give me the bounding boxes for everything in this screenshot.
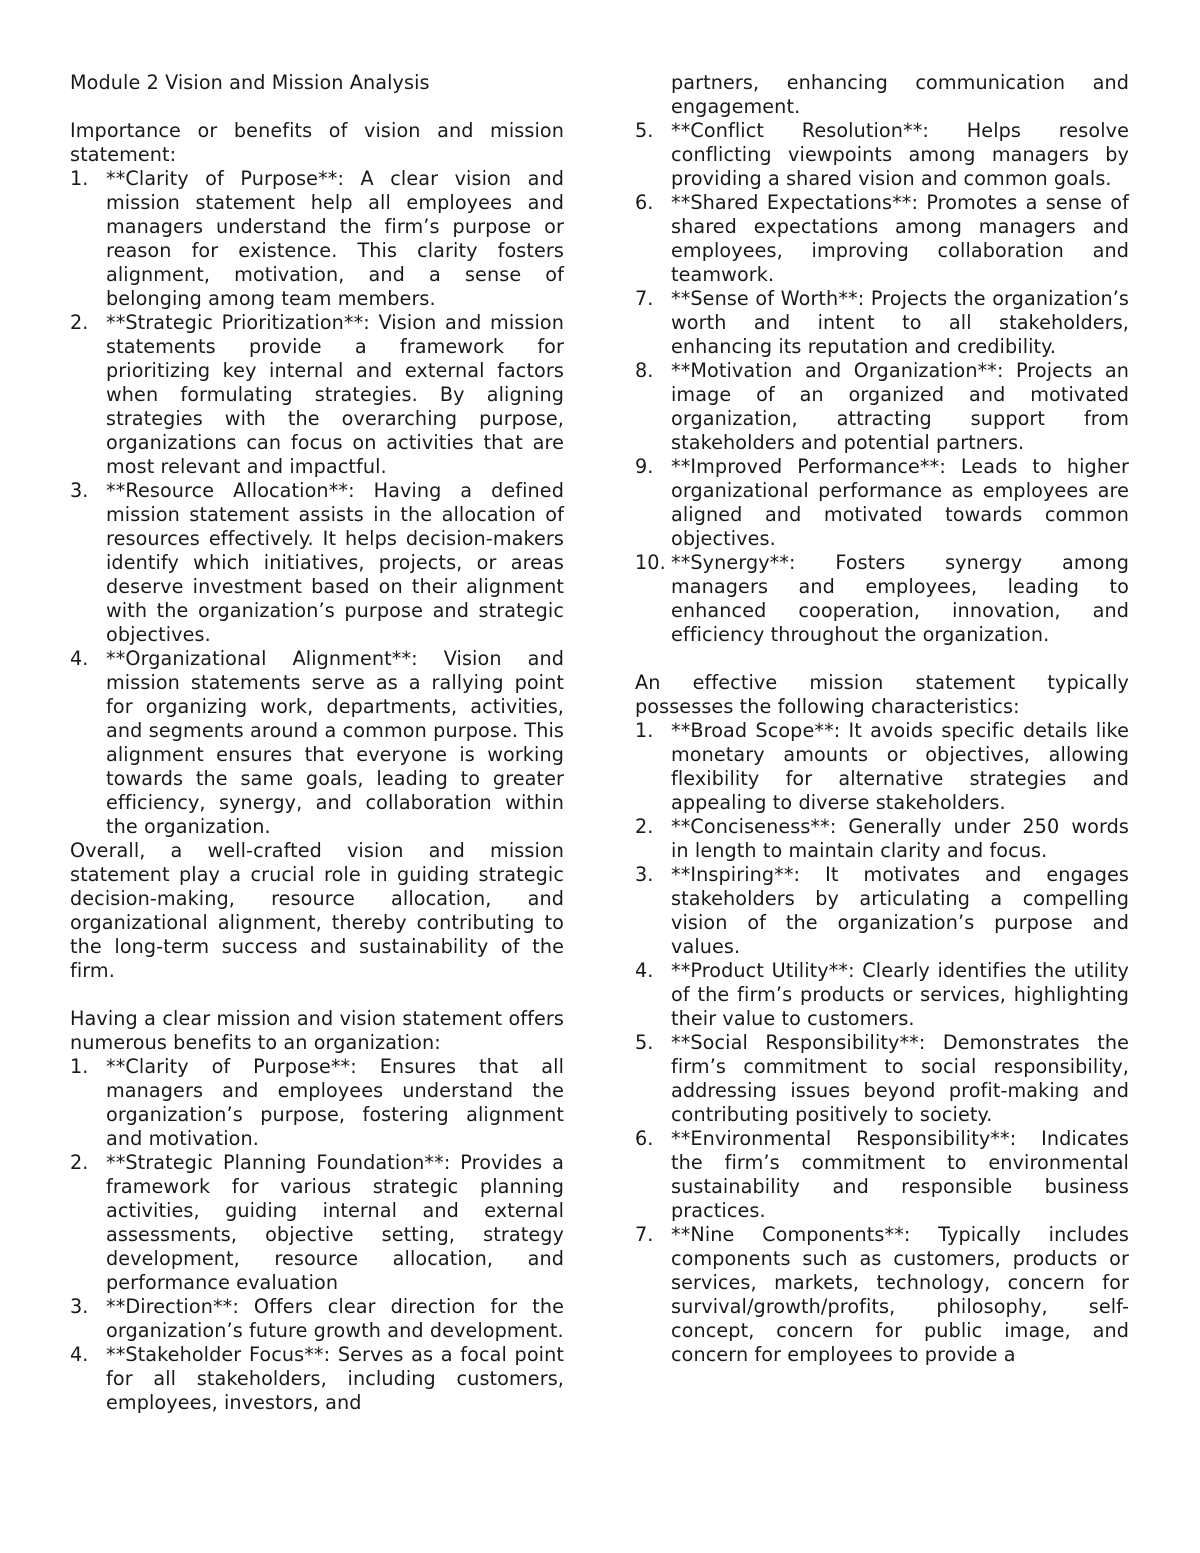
list-text: **Clarity of Purpose**: A clear vision and mission statement help all employees and managers understand the firm’s purpose or reason for existence. This clarity fosters alignment, motivation, and a sense of belonging among team members.: [106, 167, 564, 310]
list-text-continuation: partners, enhancing communication and engagement.: [671, 71, 1129, 118]
list-number: 1.: [635, 719, 654, 742]
list-text: **Resource Allocation**: Having a defined mission statement assists in the allocation of resources effectively. It helps decision-makers identify which initiatives, projects, or areas deserve investment based on their alignment with the organization’s purpose and strategic objectives.: [106, 479, 564, 646]
section1-conclusion: Overall, a well-crafted vision and mission statement play a crucial role in guiding strategic decision-making, resource allocation, and organizational alignment, thereby contributing to the long-term success and sustainability of the firm.: [70, 839, 564, 982]
right-column: [635, 71, 1129, 1367]
list-item: [635, 119, 1129, 191]
list-text: **Conciseness**: Generally under 250 words in length to maintain clarity and focus.: [671, 815, 1129, 862]
list-item: [635, 815, 1129, 863]
document-title: Module 2 Vision and Mission Analysis: [70, 71, 430, 94]
list-text: **Strategic Prioritization**: Vision and mission statements provide a framework for prioritizing key internal and external factors when formulating strategies. By aligning strategies with the overarching purpose, organizations can focus on activities that are most relevant and impactful.: [106, 311, 564, 478]
list-number: 7.: [635, 1223, 654, 1246]
list-text: **Sense of Worth**: Projects the organization’s worth and intent to all stakeholders, enhancing its reputation and credibility.: [671, 287, 1129, 358]
section3-intro: An effective mission statement typically possesses the following characteristics:: [635, 671, 1129, 718]
list-text: **Stakeholder Focus**: Serves as a focal point for all stakeholders, including customers, employees, investors, and: [106, 1343, 564, 1414]
list-item: [70, 1151, 564, 1295]
list-number: 8.: [635, 359, 654, 382]
list-text: **Product Utility**: Clearly identifies the utility of the firm’s products or services, highlighting their value to customers.: [671, 959, 1129, 1030]
list-number: 6.: [635, 191, 654, 214]
list-text: **Strategic Planning Foundation**: Provides a framework for various strategic planning activities, guiding internal and external assessments, objective setting, strategy development, resource allocation, and performance evaluation: [106, 1151, 564, 1294]
list-item: [635, 959, 1129, 1031]
list-item: [635, 719, 1129, 815]
list-number: 5.: [635, 119, 654, 142]
list-item: [70, 311, 564, 479]
list-number: 4.: [70, 1343, 89, 1366]
list-item: [70, 1055, 564, 1151]
list-text: **Clarity of Purpose**: Ensures that all managers and employees understand the organization’s purpose, fostering alignment and motivation.: [106, 1055, 564, 1150]
list-number: 4.: [70, 647, 89, 670]
list-number: 3.: [70, 1295, 89, 1318]
list-item: [635, 1223, 1129, 1367]
list-item: [70, 1343, 564, 1415]
list-item-continuation: [635, 71, 1129, 119]
list-number: 2.: [70, 311, 89, 334]
list-text: **Shared Expectations**: Promotes a sense of shared expectations among managers and employees, improving collaboration and teamwork.: [671, 191, 1129, 286]
list-text: **Synergy**: Fosters synergy among managers and employees, leading to enhanced cooperation, innovation, and efficiency throughout the organization.: [671, 551, 1129, 646]
list-item: [70, 647, 564, 839]
list-text: **Motivation and Organization**: Projects an image of an organized and motivated organization, attracting support from stakeholders and potential partners.: [671, 359, 1129, 454]
list-number: 7.: [635, 287, 654, 310]
list-text: **Nine Components**: Typically includes components such as customers, products or services, markets, technology, concern for survival/growth/profits, philosophy, self-concept, concern for public image, and concern for employees to provide a: [671, 1223, 1129, 1366]
list-number: 2.: [635, 815, 654, 838]
list-text: **Inspiring**: It motivates and engages stakeholders by articulating a compelling vision of the organization’s purpose and values.: [671, 863, 1129, 958]
list-item: [635, 551, 1129, 647]
section1-intro: Importance or benefits of vision and mission statement:: [70, 119, 564, 166]
list-item: [70, 167, 564, 311]
list-item: [635, 1031, 1129, 1127]
list-number: 5.: [635, 1031, 654, 1054]
list-number: 4.: [635, 959, 654, 982]
list-item: [70, 479, 564, 647]
list-text: **Conflict Resolution**: Helps resolve conflicting viewpoints among managers by providing a shared vision and common goals.: [671, 119, 1129, 190]
list-item: [635, 287, 1129, 359]
list-item: [635, 863, 1129, 959]
list-number: 3.: [70, 479, 89, 502]
list-item: [70, 1295, 564, 1343]
list-text: **Organizational Alignment**: Vision and mission statements serve as a rallying point for organizing work, departments, activities, and segments around a common purpose. This alignment ensures that everyone is working towards the same goals, leading to greater efficiency, synergy, and collaboration within the organization.: [106, 647, 564, 838]
list-item: [635, 1127, 1129, 1223]
list-number: 6.: [635, 1127, 654, 1150]
list-text: **Direction**: Offers clear direction for the organization’s future growth and development.: [106, 1295, 564, 1342]
section2-intro: Having a clear mission and vision statement offers numerous benefits to an organization:: [70, 1007, 564, 1054]
list-number: 9.: [635, 455, 654, 478]
left-column: [70, 71, 564, 1415]
list-text: **Broad Scope**: It avoids specific details like monetary amounts or objectives, allowing flexibility for alternative strategies and appealing to diverse stakeholders.: [671, 719, 1129, 814]
list-number: 3.: [635, 863, 654, 886]
list-text: **Environmental Responsibility**: Indicates the firm’s commitment to environmental sustainability and responsible business practices.: [671, 1127, 1129, 1222]
list-number: 1.: [70, 1055, 89, 1078]
list-number: 2.: [70, 1151, 89, 1174]
list-text: **Social Responsibility**: Demonstrates the firm’s commitment to social responsibility, addressing issues beyond profit-making and contributing positively to society.: [671, 1031, 1129, 1126]
list-text: **Improved Performance**: Leads to higher organizational performance as employees are aligned and motivated towards common objectives.: [671, 455, 1129, 550]
list-item: [635, 191, 1129, 287]
list-number: 10.: [635, 551, 666, 574]
list-number: 1.: [70, 167, 89, 190]
list-item: [635, 359, 1129, 455]
list-item: [635, 455, 1129, 551]
